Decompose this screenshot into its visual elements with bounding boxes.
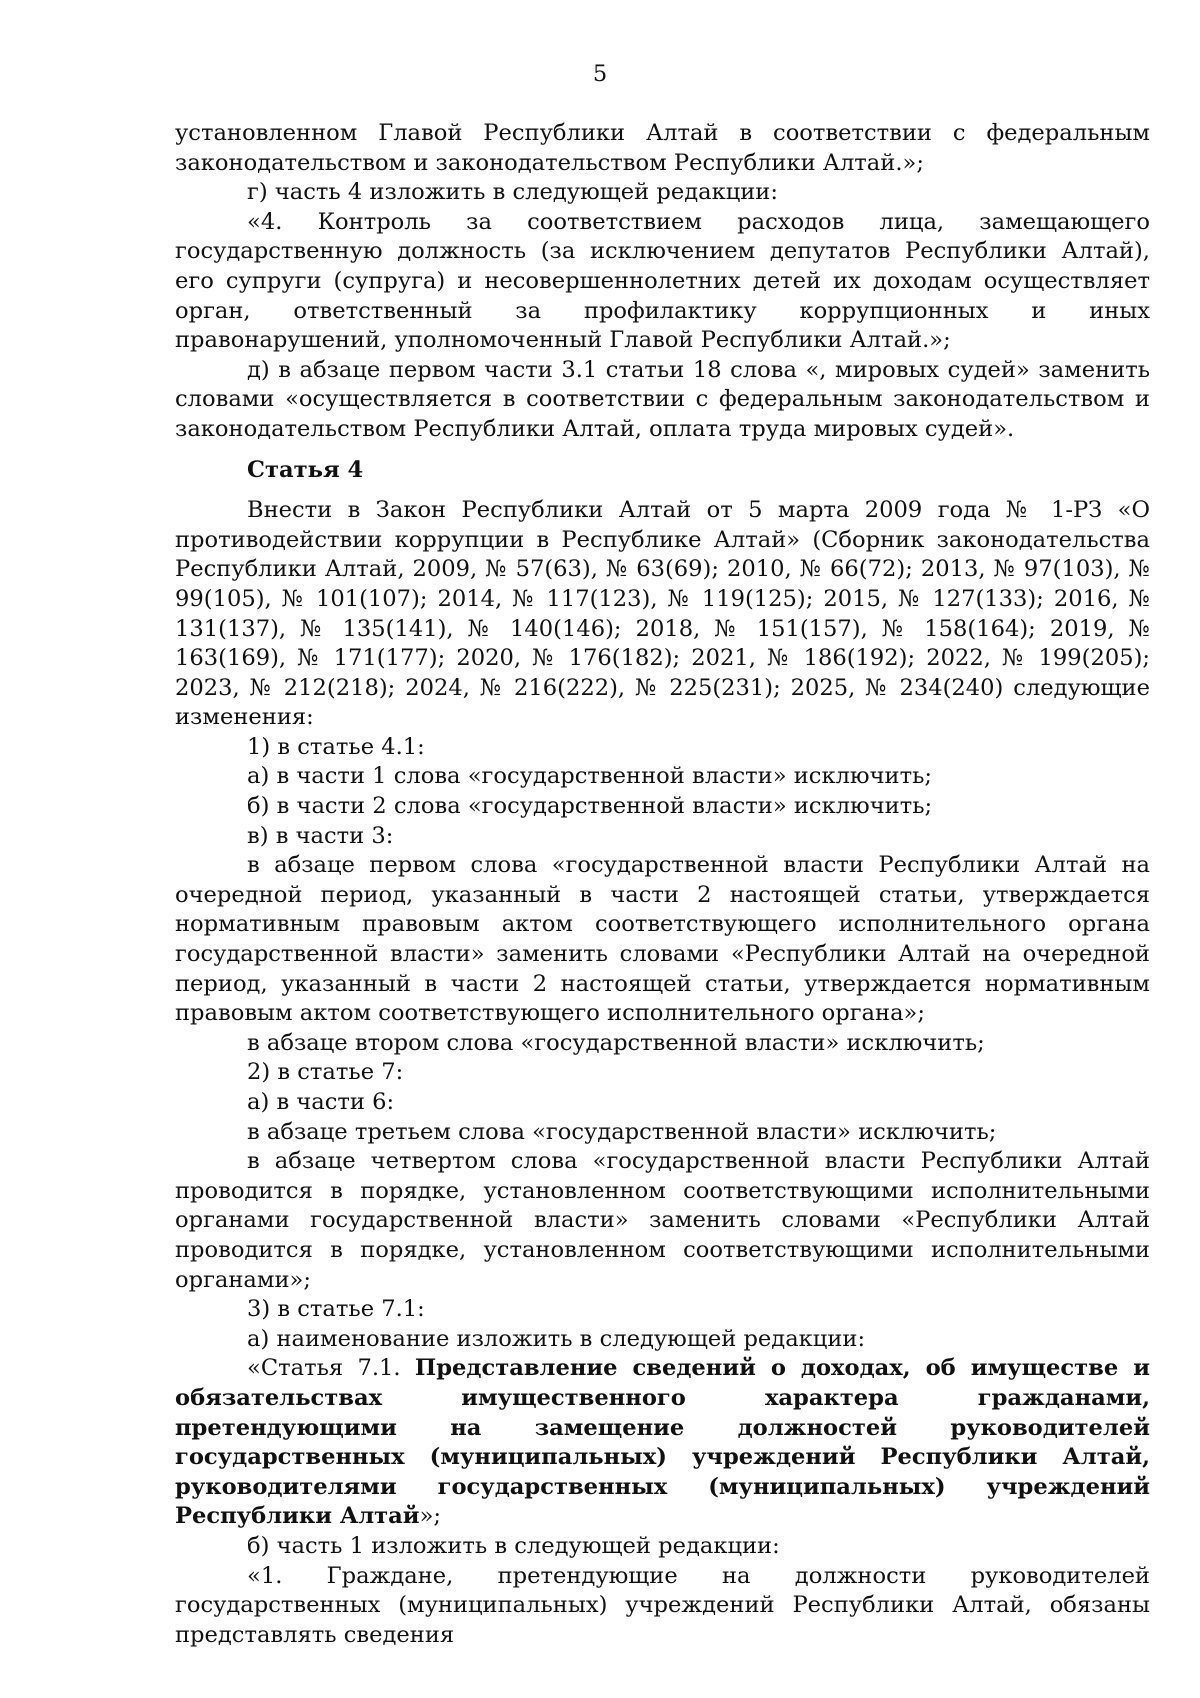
paragraph: в абзаце втором слова «государственной власти» исключить; <box>247 1029 985 1056</box>
paragraph: 1) в статье 4.1: <box>247 733 425 760</box>
paragraph: 3) в статье 7.1: <box>247 1296 425 1323</box>
paragraph: 2) в статье 7: <box>247 1059 404 1086</box>
paragraph: в абзаце четвертом слова «государственной власти Республики Алтай проводится в порядке, установленном соответствующими исполнительными органами государственной власти» заменить словами «Республики Алтай проводится в порядке, установленном соответствующими исполнительными органами»; <box>175 1148 1150 1293</box>
paragraph: а) в части 1 слова «государственной власти» исключить; <box>247 763 932 790</box>
paragraph: установленном Главой Республики Алтай в соответствии с федеральным законодательством и законодательством Республики Алтай.»; <box>175 120 1150 176</box>
paragraph: б) часть 1 изложить в следующей редакции: <box>247 1532 780 1559</box>
paragraph: «1. Граждане, претендующие на должности руководителей государственных (муниципальных) учреждений Республики Алтай, обязаны представлять сведения <box>175 1562 1150 1648</box>
article-title-prefix: «Статья 7.1. <box>247 1355 401 1382</box>
paragraph: Внести в Закон Республики Алтай от 5 марта 2009 года № 1-РЗ «О противодействии коррупции в Республике Алтай» (Сборник законодательства Республики Алтай, 2009, № 57(63), № 63(69); 2010, № 66(72); 2013, № 97(103), № 99(105), № 101(107); 2014, № 117(123), № 119(125); 2015, № 127(133); 2016, № 131(137), № 135(141), № 140(146); 2018, № 151(157), № 158(164); 2019, № 163(169), № 171(177); 2020, № 176(182); 2021, № 186(192); 2022, № 199(205); 2023, № 212(218); 2024, № 216(222), № 225(231); 2025, № 234(240) следующие изменения: <box>175 497 1150 731</box>
paragraph: в абзаце третьем слова «государственной власти» исключить; <box>247 1118 997 1145</box>
article-title-bold: Представление сведений о доходах, об имуществе и обязательствах имущественного характера гражданами, претендующими на замещение должностей руководителей государственных (муниципальных) учреждений Республики Алтай, руководителями государственных (муниципальных) учреждений Республики Алтай <box>175 1355 1150 1530</box>
paragraph: д) в абзаце первом части 3.1 статьи 18 слова «, мировых судей» заменить словами «осуществляется в соответствии с федеральным законодательством и законодательством Республики Алтай, оплата труда мировых судей». <box>175 356 1150 442</box>
article-title-paragraph <box>175 1354 1150 1532</box>
page-number: 5 <box>592 61 608 87</box>
article-title-suffix: »; <box>419 1503 441 1530</box>
paragraph: в абзаце первом слова «государственной власти Республики Алтай на очередной период, указанный в части 2 настоящей статьи, утверждается нормативным правовым актом соответствующего исполнительного органа государственной власти» заменить словами «Республики Алтай на очередной период, указанный в части 2 настоящей статьи, утверждается нормативным правовым актом соответствующего исполнительного органа»; <box>175 852 1150 1027</box>
paragraph: а) в части 6: <box>247 1089 395 1115</box>
paragraph: а) наименование изложить в следующей редакции: <box>247 1325 866 1352</box>
paragraph: в) в части 3: <box>247 822 394 849</box>
article-heading: Статья 4 <box>247 456 364 483</box>
paragraph: «4. Контроль за соответствием расходов лица, замещающего государственную должность (за исключением депутатов Республики Алтай), его супруги (супруга) и несовершеннолетних детей их доходам осуществляет орган, ответственный за профилактику коррупционных и иных правонарушений, уполномоченный Главой Республики Алтай.»; <box>175 208 1150 354</box>
paragraph: г) часть 4 изложить в следующей редакции: <box>247 179 778 206</box>
paragraph: б) в части 2 слова «государственной власти» исключить; <box>247 793 933 820</box>
document-body <box>175 119 1150 1650</box>
